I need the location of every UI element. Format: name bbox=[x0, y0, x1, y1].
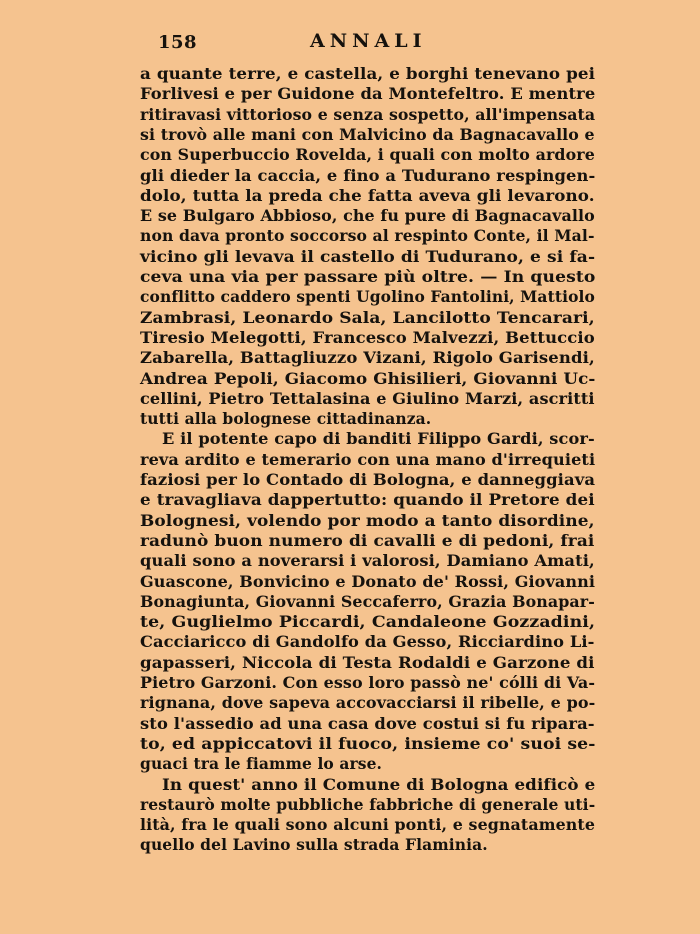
text-line: lità, fra le quali sono alcuni ponti, e segnatamente bbox=[140, 815, 596, 835]
text-line: Forlivesi e per Guidone da Montefeltro. E mentre bbox=[140, 84, 596, 104]
text-line: te, Guglielmo Piccardi, Candaleone Gozzadini, bbox=[140, 612, 596, 632]
page-header bbox=[140, 30, 595, 56]
text-line: restaurò molte pubbliche fabbriche di generale uti- bbox=[140, 794, 596, 814]
text-line: Zambrasi, Leonardo Sala, Lancilotto Tencarari, bbox=[140, 307, 595, 327]
text-line: cellini, Pietro Tettalasina e Giulino Marzi, ascritti bbox=[140, 388, 595, 408]
text-line: vicino gli levava il castello di Tudurano, e si fa- bbox=[140, 246, 596, 266]
text-line: dolo, tutta la preda che fatta aveva gli levarono. bbox=[140, 185, 595, 205]
text-line: rignana, dove sapeva accovacciarsi il ribelle, e po- bbox=[140, 693, 596, 713]
text-line: guaci tra le fiamme lo arse. bbox=[140, 754, 383, 774]
text-line: quello del Lavino sulla strada Flaminia. bbox=[140, 835, 488, 855]
text-line: si trovò alle mani con Malvicino da Bagnacavallo e bbox=[140, 124, 595, 144]
text-line: sto l'assedio ad una casa dove costui si fu ripara- bbox=[140, 713, 595, 733]
text-line: Zabarella, Battagliuzzo Vizani, Rigolo Garisendi, bbox=[140, 348, 595, 368]
text-line: ritiravasi vittorioso e senza sospetto, all'impensata bbox=[140, 104, 596, 124]
text-line: Tiresio Melegotti, Francesco Malvezzi, Bettuccio bbox=[140, 327, 595, 347]
page-number: 158 bbox=[158, 32, 198, 53]
text-line: to, ed appiccatovi il fuoco, insieme co' suoi se- bbox=[140, 733, 596, 753]
text-line: Bolognesi, volendo por modo a tanto disordine, bbox=[140, 510, 595, 530]
text-line: gapasseri, Niccola di Testa Rodaldi e Garzone di bbox=[140, 652, 595, 672]
text-line: Cacciaricco di Gandolfo da Gesso, Ricciardino Li- bbox=[140, 632, 595, 652]
text-line: Pietro Garzoni. Con esso loro passò ne' cólli di Va- bbox=[140, 673, 596, 692]
text-line: In quest' anno il Comune di Bologna edificò e bbox=[162, 774, 596, 794]
text-line: E il potente capo di banditi Filippo Gardi, scor- bbox=[162, 429, 595, 449]
text-line: a quante terre, e castella, e borghi tenevano pei bbox=[140, 64, 596, 83]
text-line: reva ardito e temerario con una mano d'irrequieti bbox=[140, 449, 596, 469]
text-line: gli dieder la caccia, e fino a Tudurano respingen- bbox=[140, 165, 596, 185]
text-line: Guascone, Bonvicino e Donato de' Rossi, Giovanni bbox=[140, 571, 596, 591]
text-line: Bonagiunta, Giovanni Seccaferro, Grazia Bonapar- bbox=[140, 591, 595, 611]
body-text bbox=[140, 64, 595, 864]
text-line: e travagliava dappertutto: quando il Pretore dei bbox=[140, 490, 595, 510]
running-title: ANNALI bbox=[310, 30, 427, 52]
text-line: faziosi per lo Contado di Bologna, e danneggiava bbox=[140, 470, 596, 489]
text-line: quali sono a noverarsi i valorosi, Damiano Amati, bbox=[140, 551, 595, 571]
text-line: E se Bulgaro Abbioso, che fu pure di Bagnacavallo bbox=[140, 206, 595, 226]
text-line: conflitto caddero spenti Ugolino Fantolini, Mattiolo bbox=[140, 287, 595, 307]
text-line: tutti alla bolognese cittadinanza. bbox=[140, 409, 432, 429]
text-line: Andrea Pepoli, Giacomo Ghisilieri, Giovanni Uc- bbox=[140, 368, 596, 388]
text-line: con Superbuccio Rovelda, i quali con molto ardore bbox=[140, 145, 595, 165]
text-line: non dava pronto soccorso al respinto Conte, il Mal- bbox=[140, 226, 595, 246]
text-line: radunò buon numero di cavalli e di pedoni, frai bbox=[140, 530, 595, 550]
text-line: ceva una via per passare più oltre. — In questo bbox=[140, 267, 596, 286]
